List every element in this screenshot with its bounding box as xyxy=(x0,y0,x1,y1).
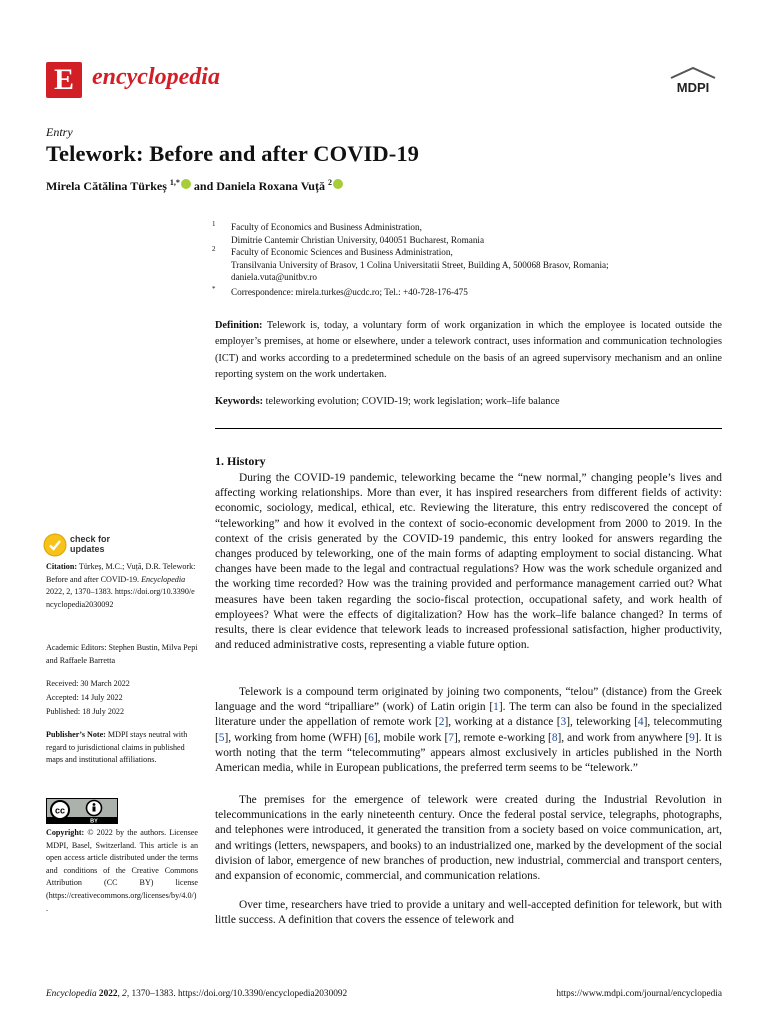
svg-text:cc: cc xyxy=(54,805,66,816)
citation-link[interactable]: 4 xyxy=(637,716,644,729)
check-for-updates[interactable]: check for updates xyxy=(70,534,111,554)
author-2-affiliation: 2 xyxy=(327,178,332,187)
citation-link[interactable]: 2 xyxy=(438,716,445,729)
received-date: Received: 30 March 2022 xyxy=(46,679,130,688)
journal-logo: E xyxy=(46,62,82,98)
publisher-name: MDPI xyxy=(676,80,710,95)
paragraph-2: Telework is a compound term originated by joining two components, “telou” (distance) from the Greek language and the word “tripalliare” (work) of Latin origin [1]. The term can also be found in the specialized literature under the appellation of remote work [2], working at a distance [3], teleworking [4], telecommuting [5], working from home (WFH) [6], mobile work [7], remote e-working [8], and work from anywhere [9]. It is worth noting that the term “telecommuting” appears almost exclusively in articles published in the North American media, while in European publications, the preferred term seems to be “telework.” xyxy=(215,686,722,775)
affiliation-2: 2 Faculty of Economic Sciences and Business Administration, Transilvania University of Brasov, 1 Colina Universitatii Street, Building A, 500068 Brasov, Romania; daniela.vuta@unitbv.ro xyxy=(212,245,609,283)
keywords: Keywords: teleworking evolution; COVID-19; work legislation; work–life balance xyxy=(215,396,560,407)
author-join: and xyxy=(193,179,214,193)
copyright: Copyright: © 2022 by the authors. Licensee MDPI, Basel, Switzerland. This article is an open access article distributed under the terms and conditions of the Creative Commons Attribution (CC BY) license (https://creativecommons.org/licenses/by/4.0/). xyxy=(46,828,198,913)
citation-link[interactable]: 5 xyxy=(218,731,225,744)
author-1: Mirela Cătălina Türkeș xyxy=(46,179,167,193)
check-for-updates-icon[interactable] xyxy=(42,532,68,558)
orcid-icon[interactable] xyxy=(333,179,343,189)
citation-link[interactable]: 7 xyxy=(448,731,454,744)
paragraph-3: The premises for the emergence of telework were created during the Industrial Revolution in telecommunications in the early nineteenth century. Once the federal postal service, telegraphs, photographs, and telephones were introduced, it generated the transition from a society based on voice communication, art, and writings (letters, newspapers, and books) to an industrialized one, marked by the development of the social division of labor, emergence of new branches of production, new industrial, commercial and transport centers, and expansion of economic, commercial, and communication relations. xyxy=(215,794,722,883)
citation-link[interactable]: 1 xyxy=(493,701,499,714)
affiliation-1: 1 Faculty of Economics and Business Administration, Dimitrie Cantemir Christian University, 040051 Bucharest, Romania xyxy=(212,220,485,245)
cc-by-label: BY xyxy=(90,818,98,824)
accepted-date: Accepted: 14 July 2022 xyxy=(46,693,123,702)
academic-editors: Academic Editors: Stephen Bustin, Milva Pepi and Raffaele Barretta xyxy=(46,643,198,665)
section-heading: 1. History xyxy=(215,454,266,468)
doi-link[interactable]: https://doi.org/10.3390/encyclopedia2030092 xyxy=(46,587,195,609)
citation-link[interactable]: 3 xyxy=(560,716,567,729)
orcid-icon[interactable] xyxy=(181,179,191,189)
paragraph-4: Over time, researchers have tried to provide a unitary and well-accepted definition for telework, but with little success. A definition that covers the essence of telework and xyxy=(215,899,722,927)
correspondence: * Correspondence: mirela.turkes@ucdc.ro; Tel.: +40-728-176-475 xyxy=(212,285,468,297)
mdpi-logo xyxy=(668,66,718,96)
cc-by-license-icon[interactable] xyxy=(46,798,118,824)
divider xyxy=(215,428,722,429)
definition: Definition: Telework is, today, a voluntary form of work organization in which the employee is located outside the employer’s premises, at home or elsewhere, under a telework contract, uses information and communication technologies (ICT) and works according to a predetermined schedule on the basis of an agreed supervisory mechanism and an online reporting system on the work undertaken. xyxy=(215,320,722,381)
publisher-note: Publisher’s Note: MDPI stays neutral with regard to jurisdictional claims in published maps and institutional affiliations. xyxy=(46,730,188,765)
author-line xyxy=(46,178,343,194)
citation-link[interactable]: 8 xyxy=(551,731,558,744)
article-type: Entry xyxy=(46,125,73,139)
footer-citation: Encyclopedia 2022, 2, 1370–1383. https://doi.org/10.3390/encyclopedia2030092 xyxy=(46,989,348,999)
published-date: Published: 18 July 2022 xyxy=(46,707,125,716)
article-title: Telework: Before and after COVID-19 xyxy=(46,141,420,166)
email-link[interactable]: daniela.vuta@unitbv.ro xyxy=(231,272,317,283)
author-1-affiliation: 1,* xyxy=(169,178,180,187)
citation-block: Citation: Türkeș, M.C.; Vuță, D.R. Telework: Before and after COVID-19. Encyclopedia 2022, 2, 1370–1383. https://doi.org/10.3390/encyclopedia2030092 xyxy=(46,562,196,609)
citation-link[interactable]: 9 xyxy=(689,731,695,744)
footer-journal-url[interactable]: https://www.mdpi.com/journal/encyclopedia xyxy=(556,989,722,999)
journal-name: encyclopedia xyxy=(92,64,220,90)
author-2: Daniela Roxana Vuță xyxy=(216,179,325,193)
citation-link[interactable]: 6 xyxy=(368,731,374,744)
paragraph-1: During the COVID-19 pandemic, teleworking became the “new normal,” changing people’s lives and affecting working relationships. More than ever, it has inspired researchers from different fields of activity: economic, sociology, medical, ethical, etc. Reviewing the literature, this entry rediscovered the concept of “teleworking” and how it evolved in the context of socio-economic development from 2000 to 2019. In the context of the crisis generated by the COVID-19 pandemic, this entry looked for answers regarding the changes produced by teleworking, one of the main forms of adapting employment to social distancing. What changes have been made to the legal and contractual regulations? How was the work schedule organized and the working time recorded? How was the training provided and performance management carried out? What measures have been taken regarding the socio-fiscal protection, occupational safety, and work health of employees? What were the effects of digitalization? How has the work–life balance changed? In terms of results, there is clear evidence that telework leads to increased professional satisfaction, higher productivity, and reduced administrative costs, representing a viable future option. xyxy=(215,472,722,652)
